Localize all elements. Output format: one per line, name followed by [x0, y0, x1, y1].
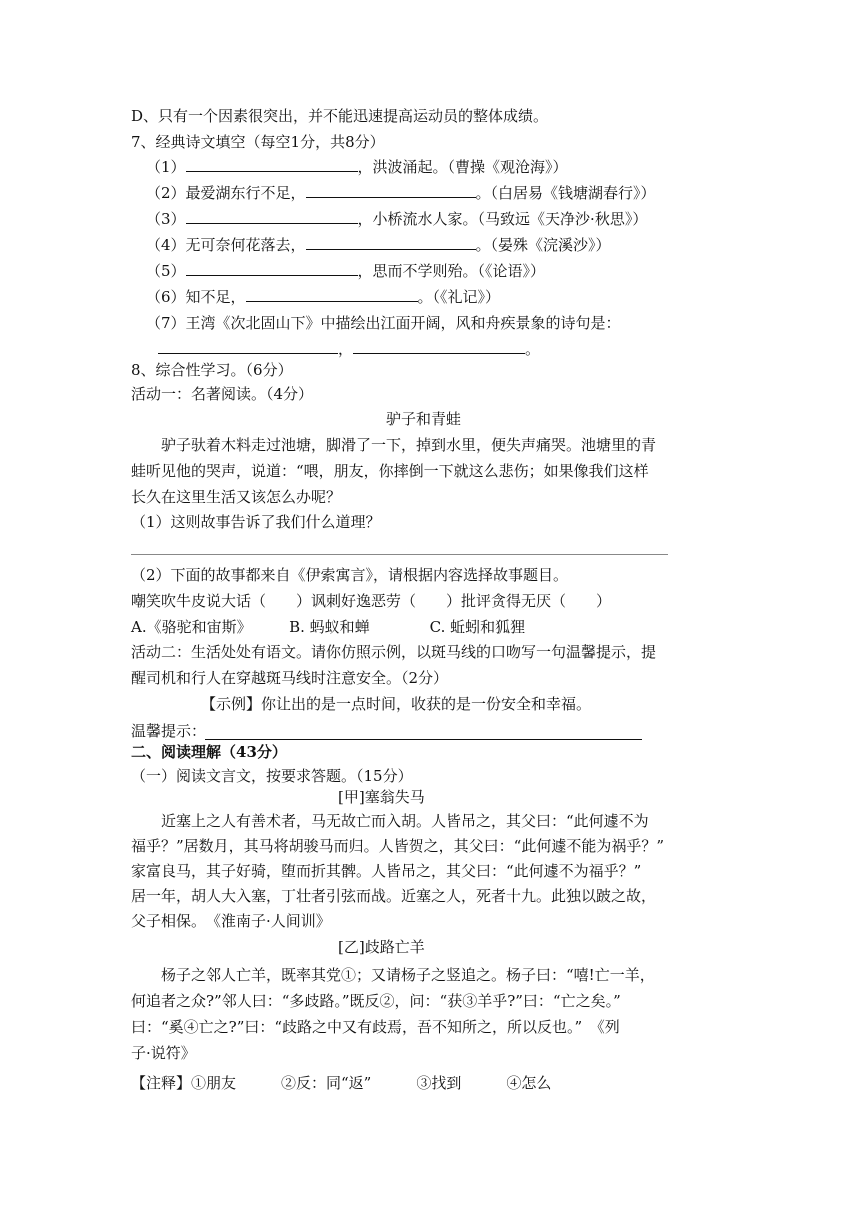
- activity-1-title: 活动一：名著阅读。（4分）: [131, 385, 314, 403]
- passage-yi-line: 子·说符》: [131, 1044, 196, 1062]
- q7-item-3: （3） ，小桥流水人家。（马致远《天净沙·秋思》）: [146, 210, 648, 228]
- answer-blank[interactable]: [246, 287, 418, 302]
- q7-item-6: （6）知不足， 。（《礼记》）: [146, 288, 501, 306]
- fable-paragraph-line: 驴子驮着木料走过池塘，脚滑了一下，掉到水里，便失声痛哭。池塘里的青: [161, 436, 657, 454]
- tip-label: 温馨提示：: [131, 722, 207, 740]
- q7-item-4: （4）无可奈何花落去， 。（晏殊《浣溪沙》）: [146, 236, 611, 254]
- section-2-title: 二、阅读理解（43分）: [131, 743, 287, 761]
- question-8-title: 8、综合性学习。（6分）: [131, 361, 293, 379]
- answer-line[interactable]: [131, 554, 668, 555]
- question-7-title: 7、经典诗文填空（每空1分，共8分）: [131, 133, 385, 151]
- question-8-2: （2）下面的故事都来自《伊索寓言》，请根据内容选择故事题目。: [131, 566, 569, 584]
- answer-blank[interactable]: [306, 235, 476, 250]
- example-text: 【示例】你让出的是一点时间，收获的是一份安全和幸福。: [201, 695, 592, 713]
- q7-item-1: （1） ，洪波涌起。（曹操《观沧海》）: [146, 158, 568, 176]
- passage-yi-line: 何追者之众?”邻人曰：“多歧路。”既反②，问：“获③羊乎?”曰：“亡之矣。”: [131, 992, 621, 1010]
- answer-blank[interactable]: [353, 339, 525, 354]
- passage-yi-line: 曰：“奚④亡之?”曰：“歧路之中又有歧焉，吾不知所之，所以反也。” 《列: [131, 1018, 620, 1036]
- passage-jia-source: 父子相保。 《淮南子·人间训》: [131, 912, 331, 930]
- activity-2-line: 醒司机和行人在穿越斑马线时注意安全。（2分）: [131, 669, 449, 687]
- option-d: D、只有一个因素很突出，并不能迅速提高运动员的整体成绩。: [131, 107, 549, 125]
- passage-jia-line: 家富良马，其子好骑，堕而折其髀。人皆吊之，其父曰：“此何遽不为福乎？”: [131, 862, 642, 880]
- answer-blank[interactable]: [186, 157, 358, 172]
- passage-jia-line: 福乎？”居数月，其马将胡骏马而归。人皆贺之，其父曰：“此何遽不能为祸乎？”: [131, 837, 665, 855]
- activity-2-line: 活动二：生活处处有语文。请你仿照示例，以斑马线的口吻写一句温馨提示，提: [131, 643, 657, 661]
- question-8-2-choices: A.《骆驼和宙斯》 B. 蚂蚁和蝉 C. 蚯蚓和狐狸: [131, 618, 526, 636]
- q7-item-7: （7）王湾《次北固山下》中描绘出江面开阔，风和舟疾景象的诗句是：: [146, 314, 621, 332]
- passage-yi-title: [乙]歧路亡羊: [338, 938, 425, 956]
- fable-paragraph-line: 长久在这里生活又该怎么办呢？: [131, 488, 342, 506]
- passage-jia-title: [甲]塞翁失马: [338, 788, 425, 806]
- fable-title: 驴子和青蛙: [386, 410, 462, 428]
- question-8-2-options: 嘲笑吹牛皮说大话（ ）讽刺好逸恶劳（ ）批评贪得无厌（ ）: [131, 592, 612, 610]
- notes: 【注释】①朋友 ②反：同“返” ③找到 ④怎么: [131, 1074, 552, 1092]
- q7-item-5: （5） ，思而不学则殆。（《论语》）: [146, 262, 546, 280]
- tip-answer-line[interactable]: [205, 739, 642, 740]
- answer-blank[interactable]: [158, 339, 338, 354]
- subsection-1-title: （一）阅读文言文，按要求答题。（15分）: [131, 767, 413, 785]
- answer-blank[interactable]: [186, 261, 358, 276]
- fable-paragraph-line: 蛙听见他的哭声，说道：“喂，朋友，你摔倒一下就这么悲伤；如果像我们这样: [131, 462, 649, 480]
- passage-jia-line: 居一年，胡人大入塞，丁壮者引弦而战。近塞之人，死者十九。此独以跛之故，: [131, 887, 657, 905]
- passage-jia-line: 近塞上之人有善术者，马无故亡而入胡。人皆吊之，其父曰：“此何遽不为: [161, 812, 649, 830]
- q7-item-2: （2）最爱湖东行不足， 。（白居易《钱塘湖春行》）: [146, 184, 656, 202]
- answer-blank[interactable]: [306, 183, 476, 198]
- answer-blank[interactable]: [186, 209, 358, 224]
- question-8-1: （1）这则故事告诉了我们什么道理？: [131, 513, 381, 531]
- q7-item-7-blanks: ， 。: [158, 339, 540, 359]
- passage-yi-line: 杨子之邻人亡羊，既率其党①；又请杨子之竖追之。杨子曰：“嘻!亡一羊，: [161, 966, 655, 984]
